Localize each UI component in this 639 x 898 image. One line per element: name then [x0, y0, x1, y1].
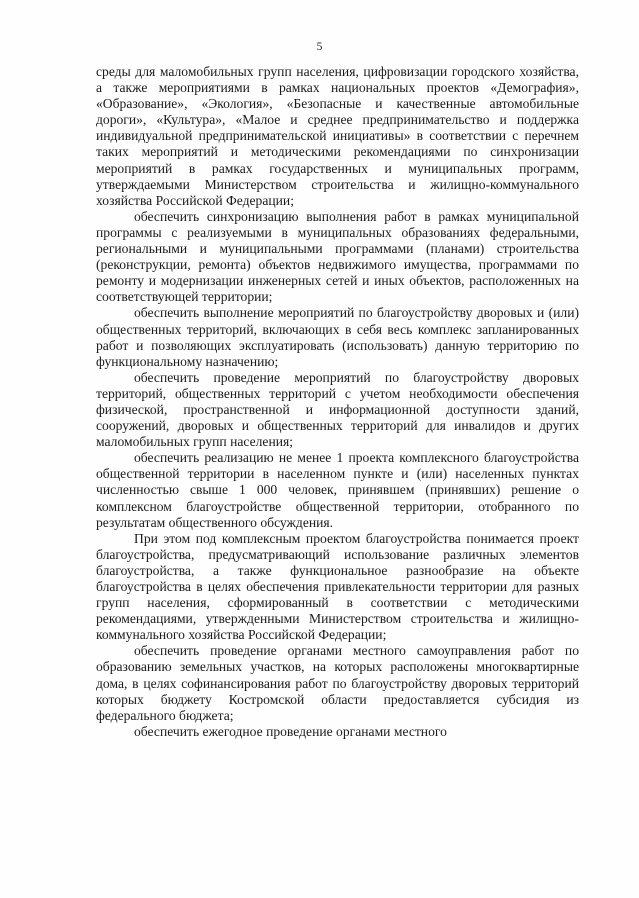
body-text — [96, 64, 579, 740]
paragraph-6: При этом под комплексным проектом благоустройства понимается проект благоустройства, предусматривающий использование различных элементов благоустройства, а также функциональное разнообразие на объекте благоустройства в целях обеспечения привлекательности территории для разных групп населения, сформированный в соответствии с методическими рекомендациями, утвержденными Министерством строительства и жилищно-коммунального хозяйства Российской Федерации; — [96, 530, 579, 643]
paragraph-4: обеспечить проведение мероприятий по благоустройству дворовых территорий, общественных территорий с учетом необходимости обеспечения физической, пространственной и информационной доступности зданий, сооружений, дворовых и общественных территорий для инвалидов и других маломобильных групп населения; — [96, 369, 579, 450]
page-number: 5 — [316, 41, 323, 53]
paragraph-1: среды для маломобильных групп населения, цифровизации городского хозяйства, а также мероприятиями в рамках национальных проектов «Демография», «Образование», «Экология», «Безопасные и качественные автомобильные дороги», «Культура», «Малое и среднее предпринимательство и поддержка индивидуальной предпринимательской инициативы» в соответствии с перечнем таких мероприятий и методическими рекомендациями по синхронизации мероприятий в рамках государственных и муниципальных программ, утверждаемыми Министерством строительства и жилищно-коммунального хозяйства Российской Федерации; — [96, 64, 579, 208]
paragraph-2: обеспечить синхронизацию выполнения работ в рамках муниципальной программы с реализуемыми в муниципальных образованиях федеральными, региональными и муниципальными программами (планами) строительства (реконструкции, ремонта) объектов недвижимого имущества, программами по ремонту и модернизации инженерных сетей и иных объектов, расположенных на соответствующей территории; — [96, 208, 579, 305]
paragraph-8: обеспечить ежегодное проведение органами местного — [134, 723, 447, 739]
paragraph-5: обеспечить реализацию не менее 1 проекта комплексного благоустройства общественной территории в населенном пункте и (или) населенных пунктах численностью свыше 1 000 человек, принявшем (принявших) решение о комплексном благоустройстве общественной территории, отобранного по результатам общественного обсуждения. — [96, 450, 579, 530]
paragraph-7: обеспечить проведение органами местного самоуправления работ по образованию земельных участков, на которых расположены многоквартирные дома, в целях софинансирования работ по благоустройству дворовых территорий которых бюджету Костромской области предоставляется субсидия из федерального бюджета; — [96, 643, 579, 723]
paragraph-3: обеспечить выполнение мероприятий по благоустройству дворовых и (или) общественных территорий, включающих в себя весь комплекс запланированных работ и позволяющих эксплуатировать (использовать) данную территорию по функциональному назначению; — [96, 305, 579, 369]
